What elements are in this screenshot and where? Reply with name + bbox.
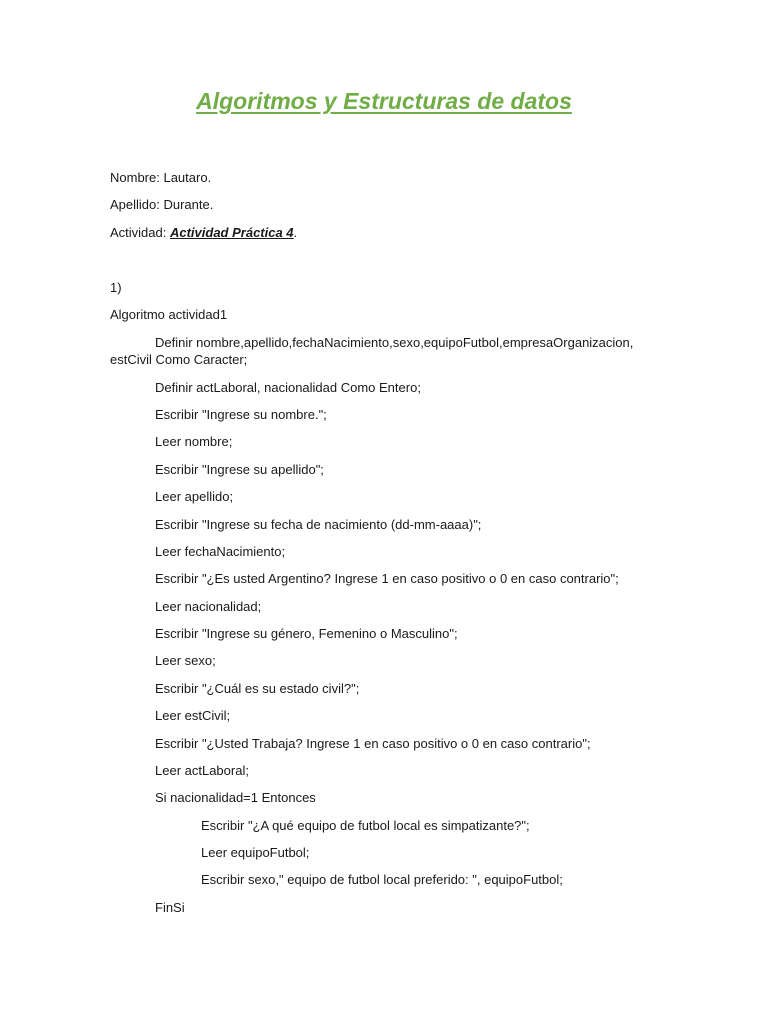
code-line: Escribir "Ingrese su género, Femenino o Masculino";	[155, 626, 458, 641]
activity-name: Actividad Práctica 4	[169, 225, 294, 240]
code-line: Leer equipoFutbol;	[201, 845, 310, 860]
code-line: Escribir "Ingrese su nombre.";	[155, 407, 327, 422]
code-line: Escribir "¿A qué equipo de futbol local es simpatizante?";	[201, 818, 530, 833]
code-line: Escribir sexo," equipo de futbol local preferido: ", equipoFutbol;	[201, 872, 563, 887]
activity-line	[110, 224, 297, 241]
code-line: FinSi	[155, 900, 185, 915]
code-line: Escribir "¿Usted Trabaja? Ingrese 1 en caso positivo o 0 en caso contrario";	[155, 736, 591, 751]
activity-suffix: .	[293, 225, 298, 240]
code-line: Algoritmo actividad1	[110, 307, 228, 322]
code-line: Leer nacionalidad;	[155, 599, 262, 614]
document-title-text: Algoritmos y Estructuras de datos	[196, 88, 572, 114]
activity-label: Actividad:	[110, 225, 170, 240]
code-line: estCivil Como Caracter;	[110, 352, 248, 367]
code-line: Leer apellido;	[155, 489, 234, 504]
code-line: Leer fechaNacimiento;	[155, 544, 286, 559]
code-line: Leer nombre;	[155, 434, 233, 449]
code-line: Escribir "Ingrese su apellido";	[155, 462, 324, 477]
document-title	[0, 86, 768, 116]
code-line: Escribir "Ingrese su fecha de nacimiento (dd-mm-aaaa)";	[155, 517, 482, 532]
code-line: Leer sexo;	[155, 653, 216, 668]
name-line: Nombre: Lautaro.	[110, 170, 212, 185]
code-line: Si nacionalidad=1 Entonces	[155, 790, 316, 805]
code-line: Leer actLaboral;	[155, 763, 249, 778]
surname-line: Apellido: Durante.	[110, 197, 214, 212]
code-line: Definir nombre,apellido,fechaNacimiento,sexo,equipoFutbol,empresaOrganizacion,	[155, 335, 634, 350]
section-number: 1)	[110, 280, 122, 295]
code-line: Leer estCivil;	[155, 708, 231, 723]
code-line: Definir actLaboral, nacionalidad Como Entero;	[155, 380, 421, 395]
code-line: Escribir "¿Es usted Argentino? Ingrese 1 en caso positivo o 0 en caso contrario";	[155, 571, 619, 586]
code-line: Escribir "¿Cuál es su estado civil?";	[155, 681, 360, 696]
